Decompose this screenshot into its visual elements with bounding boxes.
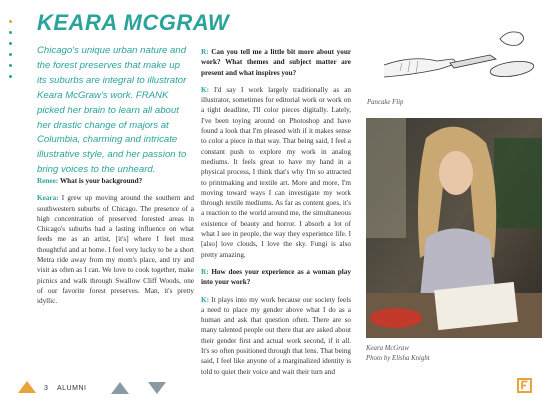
pancake-flip-illustration [382, 25, 537, 93]
dot-icon [9, 31, 12, 34]
interview-question [201, 47, 351, 78]
next-page-icon[interactable] [148, 382, 166, 394]
section-label: ALUMNI [57, 385, 87, 392]
speaker-label: Renee: [37, 177, 59, 185]
page-number: 3 [44, 385, 48, 392]
dot-icon [9, 64, 12, 67]
interview-answer [201, 295, 351, 377]
sketch-caption: Pancake Flip [367, 99, 404, 106]
dot-icon [9, 42, 12, 45]
speaker-label: K: [201, 295, 209, 304]
article-title: KEARA MCGRAW [37, 10, 230, 35]
f-logo-icon [519, 380, 530, 391]
artist-photo [366, 118, 542, 338]
question-text: What is your background? [59, 177, 143, 185]
page-footer [0, 378, 552, 400]
interview-question [201, 267, 351, 288]
interview-answer [201, 85, 351, 260]
previous-page-icon[interactable] [111, 382, 129, 394]
article-intro: Chicago's unique urban nature and the forest preserves that make up its suburbs are integral to illustrator Keara McGraw's work. FRANK picked her brain to learn all about her drastic change of majors at Columbia, charming and intricate illustrative style, and her passion to bring voices to the unheard. [37, 45, 187, 176]
speaker-label: R: [201, 48, 209, 56]
dot-icon [9, 75, 12, 78]
frank-logo [517, 378, 532, 393]
footer-triangle-icon [18, 381, 36, 393]
question-text: How does your experience as a woman play into your work? [201, 267, 351, 287]
interview-column-1 [37, 176, 194, 314]
answer-text: I'd say I work largely traditionally as an illustrator, sometimes for editorial work or work on a tight deadline, I'll color pieces digitally. Lately, I've been toying around on Photoshop and have found a look that I'm pleased with if it makes sense to color a piece in that way. That being said, I feel a constant push to explore my work in analog mediums. It feels great to have my hand in a physical process, I think that's why I'm so attracted to printmaking and textile art. More and more, I'm moving toward ways I can investigate my work through textile mediums. As far as content goes, it's a reaction to the world around me, the simultaneous existence of beauty and horror. I absorb a lot of what I see in people, the way they experience life. I [also] love clouds, I love the sky. Fungi is also pretty amazing. [201, 85, 351, 259]
photo-caption [366, 344, 542, 364]
dot-icon [9, 53, 12, 56]
decorative-dots [6, 20, 16, 86]
interview-column-2 [201, 47, 351, 384]
speaker-label: R: [201, 267, 209, 276]
interview-answer [37, 193, 194, 306]
answer-text: It plays into my work because our society feels a need to place my gender above what I do as a human and ask that question often. There are so many talented people out there that are asked about their gender first and actual work second, if it all. It's so often positioned through that lens. That being said, I feel like anyone of a marginalized identity is told to quiet their voice and wait their turn and [201, 295, 352, 376]
question-text: Can you tell me a little bit more about your work? What themes and subject matter are present and what inspires you? [201, 48, 352, 77]
photo-caption-name: Keara McGraw [366, 345, 409, 352]
dot-icon [9, 20, 12, 23]
photo-caption-credit: Photo by Elisha Knight [366, 355, 430, 362]
answer-text: I grew up moving around the southern and southwestern suburbs of Chicago. The presence of a high concentration of preserved forested areas in Chicago's suburbs had a lasting influence on what feeds me as an artist, [it's] where I feel most thoughtful and at home. I feel very lucky to be a short Metra ride away from my mom's place, and try and visit as often as I can. We love to cook together, make picnics and walk through Swallow Cliff Woods, one of our favorite forest preserves. Man, it's pretty idyllic. [37, 194, 194, 306]
speaker-label: K: [201, 85, 209, 94]
interview-question [37, 176, 194, 186]
speaker-label: Keara: [37, 194, 59, 203]
